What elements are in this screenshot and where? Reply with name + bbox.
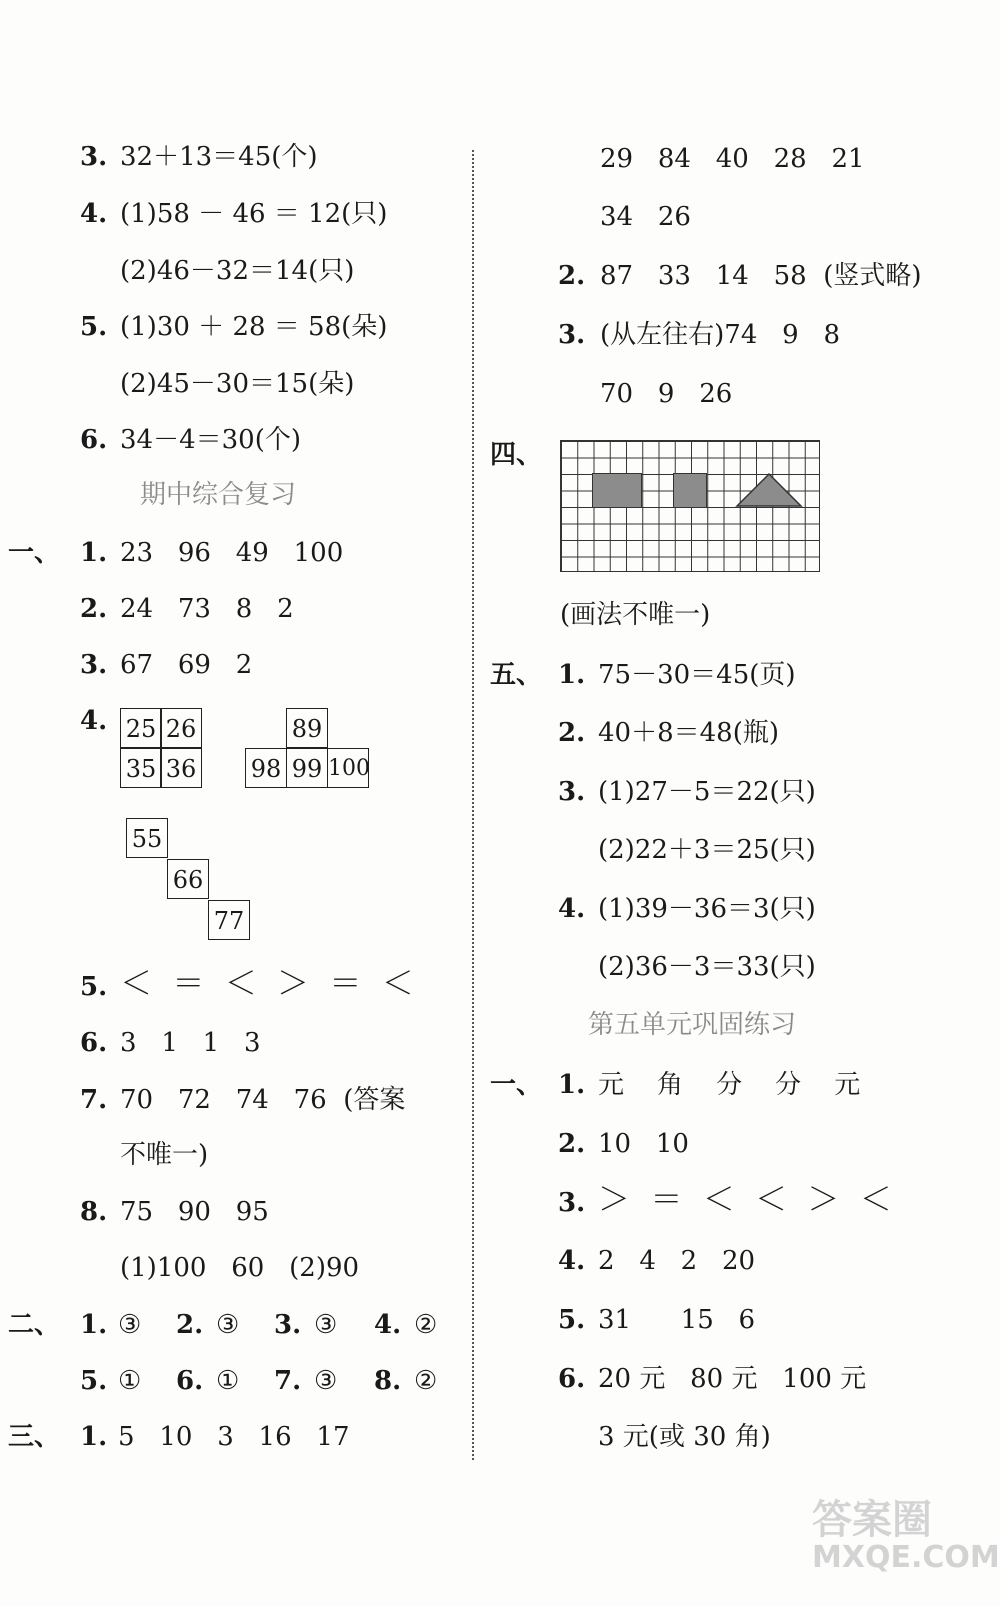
item-num: 6.	[558, 1364, 586, 1394]
item-num: 7.	[80, 1085, 108, 1115]
answer-text: 20 元 80 元 100 元	[598, 1364, 867, 1394]
item-num: 1.	[558, 660, 586, 690]
answer-text: 2 4 2 20	[598, 1246, 756, 1276]
item-num: 8.	[80, 1197, 108, 1227]
item-num: 2.	[176, 1310, 204, 1340]
item-num: 6.	[80, 425, 108, 455]
grid-cell: 100	[327, 748, 369, 788]
part-label: 一、	[490, 1070, 543, 1100]
answer-text: 31 15 6	[598, 1305, 756, 1335]
grid-cell: 98	[245, 748, 287, 788]
part-label: 五、	[490, 660, 543, 690]
answer-text: 3 1 1 3	[120, 1028, 261, 1058]
choice: ③	[314, 1310, 338, 1340]
answer-text: (1)100 60 (2)90	[120, 1253, 360, 1283]
item-num: 3.	[558, 320, 586, 350]
item-num: 4.	[558, 894, 586, 924]
answer-text: 24 73 8 2	[120, 594, 294, 624]
choice: ①	[118, 1366, 142, 1396]
answer-text: (2)46－32＝14(只)	[120, 256, 355, 286]
answer-text: 34 26	[600, 202, 691, 232]
part-label: 三、	[8, 1422, 61, 1452]
answer-text: (2)45－30＝15(朵)	[120, 369, 355, 399]
item-num: 3.	[558, 1188, 586, 1218]
part-label: 二、	[8, 1310, 61, 1340]
answer-text: 75 90 95	[120, 1197, 269, 1227]
item-num: 5.	[80, 1366, 108, 1396]
grid-cell: 35	[120, 748, 162, 788]
watermark-logo: 答案圈	[812, 1497, 932, 1543]
shaded-triangle	[735, 472, 803, 508]
item-num: 2.	[558, 718, 586, 748]
choice: ②	[414, 1310, 438, 1340]
answer-text: 23 96 49 100	[120, 538, 344, 568]
grid-cell: 25	[120, 708, 162, 748]
answer-text: 34－4＝30(个)	[120, 425, 301, 455]
item-num: 5.	[558, 1305, 586, 1335]
grid-cell: 77	[208, 900, 250, 940]
watermark-url: MXQE.COM	[812, 1540, 1000, 1575]
grid-cell: 26	[160, 708, 202, 748]
item-num: 4.	[80, 706, 108, 736]
answer-text: (2)36－3＝33(只)	[598, 952, 816, 982]
item-num: 4.	[374, 1310, 402, 1340]
answer-text: 29 84 40 28 21	[600, 144, 865, 174]
answer-text: 75－30＝45(页)	[598, 660, 796, 690]
answer-text: ＜ ＝ ＜ ＞ ＝ ＜	[120, 964, 414, 1002]
item-num: 6.	[176, 1366, 204, 1396]
item-num: 1.	[80, 538, 108, 568]
item-num: 3.	[80, 142, 108, 172]
item-num: 1.	[558, 1070, 586, 1100]
shaded-square-small	[673, 473, 707, 508]
item-num: 5.	[80, 312, 108, 342]
grid-cell: 55	[126, 818, 168, 858]
answer-text: (1)27－5＝22(只)	[598, 777, 816, 807]
answer-text: (1)58 － 46 ＝ 12(只)	[120, 199, 388, 229]
item-num: 7.	[274, 1366, 302, 1396]
answer-text: 10 10	[598, 1129, 689, 1159]
item-num: 4.	[558, 1246, 586, 1276]
item-num: 2.	[558, 261, 586, 291]
note-text: (画法不唯一)	[560, 600, 711, 630]
answer-text: (2)22＋3＝25(只)	[598, 835, 816, 865]
choice: ②	[414, 1366, 438, 1396]
answer-text: 40＋8＝48(瓶)	[598, 718, 779, 748]
section-title: 期中综合复习	[140, 480, 297, 510]
item-num: 1.	[80, 1422, 108, 1452]
choice: ①	[216, 1366, 240, 1396]
answer-text: 32＋13＝45(个)	[120, 142, 318, 172]
answer-text: ＞ ＝ ＜ ＜ ＞ ＜	[598, 1180, 892, 1218]
answer-text: 70 9 26	[600, 379, 733, 409]
item-num: 6.	[80, 1028, 108, 1058]
choice: ③	[216, 1310, 240, 1340]
answer-text: (从左往右)74 9 8	[600, 320, 841, 350]
grid-cell: 89	[286, 708, 328, 748]
answer-text: 67 69 2	[120, 650, 253, 680]
item-num: 3.	[558, 777, 586, 807]
item-num: 4.	[80, 199, 108, 229]
part-label: 一、	[8, 538, 61, 568]
grid-cell: 36	[160, 748, 202, 788]
choice: ③	[314, 1366, 338, 1396]
answer-text: 87 33 14 58 (竖式略)	[600, 261, 922, 291]
item-num: 3.	[274, 1310, 302, 1340]
item-num: 2.	[80, 594, 108, 624]
answer-text: 不唯一)	[120, 1140, 209, 1170]
answer-text: 3 元(或 30 角)	[598, 1422, 771, 1452]
item-num: 5.	[80, 972, 108, 1002]
column-divider	[472, 150, 474, 1460]
item-num: 3.	[80, 650, 108, 680]
item-num: 1.	[80, 1310, 108, 1340]
answer-text: (1)39－36＝3(只)	[598, 894, 816, 924]
choice: ③	[118, 1310, 142, 1340]
grid-cell: 99	[286, 748, 328, 788]
grid-cell: 66	[167, 859, 209, 899]
answer-text: 70 72 74 76 (答案	[120, 1085, 406, 1115]
section-title: 第五单元巩固练习	[588, 1010, 797, 1040]
answer-text: (1)30 ＋ 28 ＝ 58(朵)	[120, 312, 388, 342]
shaded-square-large	[592, 473, 642, 508]
item-num: 8.	[374, 1366, 402, 1396]
answer-text: 元 角 分 分 元	[598, 1070, 861, 1100]
item-num: 2.	[558, 1129, 586, 1159]
answer-text: 5 10 3 16 17	[118, 1422, 350, 1452]
part-label: 四、	[490, 440, 543, 470]
